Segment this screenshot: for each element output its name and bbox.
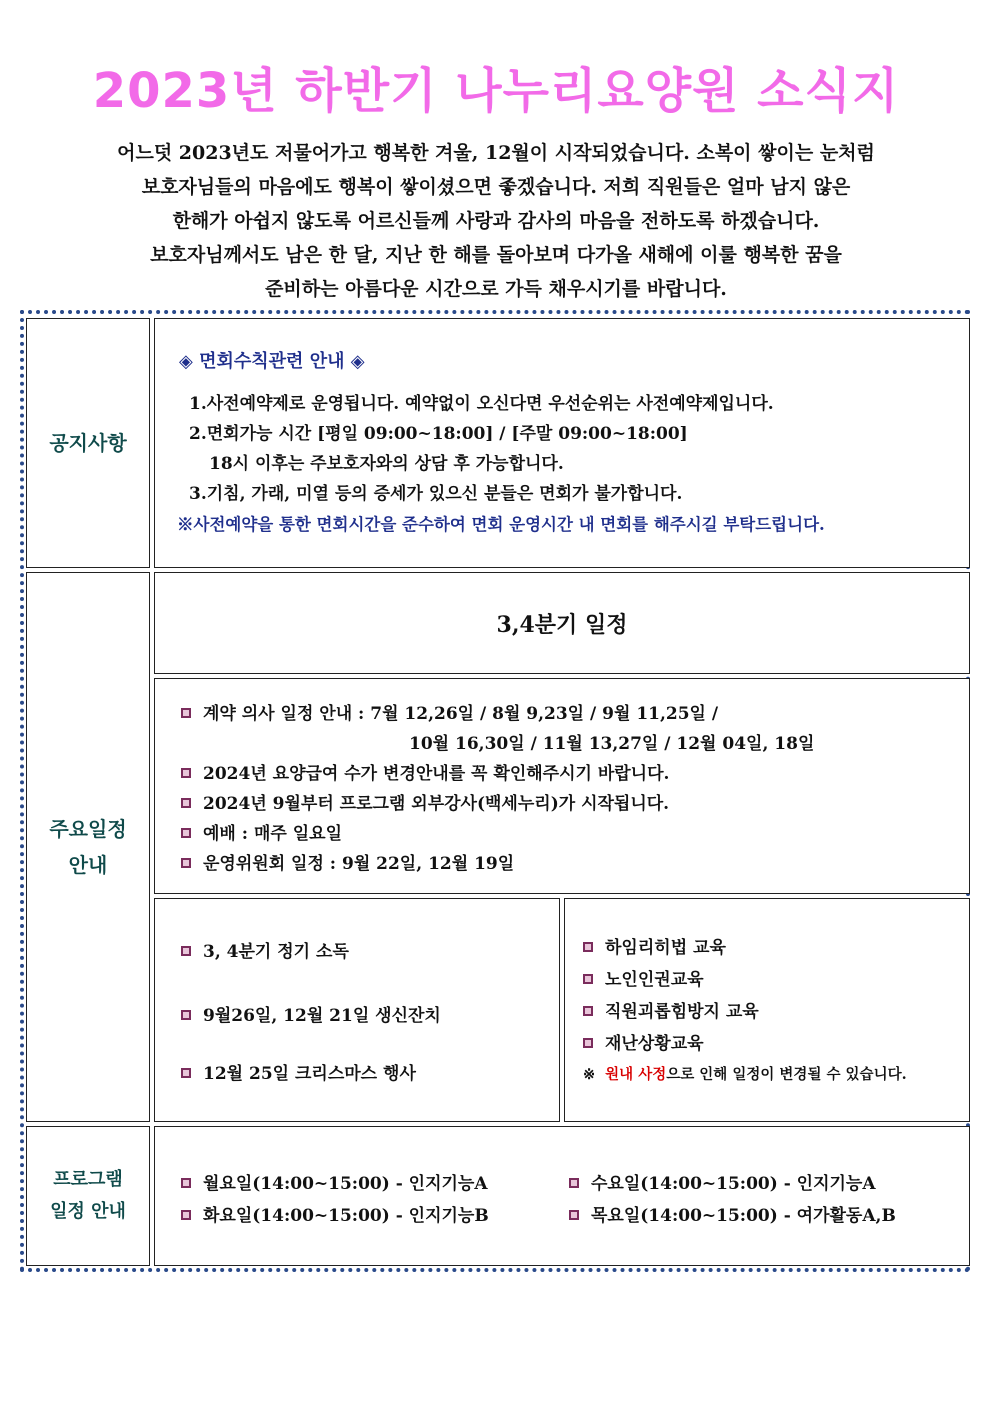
program-item bbox=[569, 1201, 896, 1226]
square-bullet-icon bbox=[181, 708, 191, 718]
program-label-line: 일정 안내 bbox=[50, 1201, 126, 1222]
schedule-item-text: 운영위원회 일정 : 9월 22일, 12월 19일 bbox=[203, 854, 515, 874]
program-label-cell bbox=[26, 1126, 150, 1266]
notice-emphasis: ※사전예약을 통한 면회시간을 준수하여 면회 운영시간 내 면회를 해주시길 부탁드립니다. bbox=[177, 515, 825, 534]
schedule-item bbox=[181, 699, 718, 724]
schedule-items-cell bbox=[154, 678, 970, 894]
intro-line: 준비하는 아름다운 시간으로 가득 채우시기를 바랍니다. bbox=[265, 278, 727, 300]
schedule-change-note bbox=[583, 1063, 907, 1084]
schedule-item bbox=[181, 849, 514, 874]
notice-heading: ◈ 면회수칙관련 안내 ◈ bbox=[179, 351, 365, 372]
square-bullet-icon bbox=[181, 768, 191, 778]
square-bullet-icon bbox=[569, 1178, 579, 1188]
square-bullet-icon bbox=[583, 942, 593, 952]
notice-label: 공지사항 bbox=[49, 431, 127, 455]
event-item bbox=[181, 1059, 416, 1084]
square-bullet-icon bbox=[583, 1038, 593, 1048]
schedule-title-cell bbox=[154, 572, 970, 674]
schedule-item bbox=[181, 789, 669, 814]
square-bullet-icon bbox=[181, 1068, 191, 1078]
events-cell bbox=[154, 898, 560, 1122]
notice-line: 2.면회가능 시간 [평일 09:00~18:00] / [주말 09:00~18:00] bbox=[189, 424, 688, 444]
education-item bbox=[583, 933, 726, 958]
square-bullet-icon bbox=[181, 1178, 191, 1188]
notice-content-cell bbox=[154, 318, 970, 568]
intro-line: 어느덧 2023년도 저물어가고 행복한 겨울, 12월이 시작되었습니다. 소복이 쌓이는 눈처럼 bbox=[117, 142, 875, 164]
education-cell bbox=[564, 898, 970, 1122]
schedule-item-continued: 10월 16,30일 / 11월 13,27일 / 12월 04일, 18일 bbox=[409, 734, 815, 754]
notice-line: 18시 이후는 주보호자와의 상담 후 가능합니다. bbox=[209, 454, 564, 474]
schedule-item-text: 2024년 9월부터 프로그램 외부강사(백세누리)가 시작됩니다. bbox=[203, 794, 670, 814]
intro-line: 한해가 아쉽지 않도록 어르신들께 사랑과 감사의 마음을 전하도록 하겠습니다. bbox=[172, 210, 820, 232]
notice-line: 3.기침, 가래, 미열 등의 증세가 있으신 분들은 면회가 불가합니다. bbox=[189, 484, 683, 504]
square-bullet-icon bbox=[583, 1006, 593, 1016]
program-item bbox=[181, 1169, 488, 1194]
program-item bbox=[569, 1169, 876, 1194]
note-text: 으로 인해 일정이 변경될 수 있습니다. bbox=[666, 1066, 907, 1083]
schedule-item-text: 2024년 요양급여 수가 변경안내를 꼭 확인해주시기 바랍니다. bbox=[203, 764, 670, 784]
note-mark: ※ bbox=[583, 1066, 596, 1083]
schedule-item-text: 계약 의사 일정 안내 : 7월 12,26일 / 8월 9,23일 / 9월 11,25일 / bbox=[203, 704, 719, 724]
education-item-text: 노인인권교육 bbox=[605, 970, 704, 990]
event-item bbox=[181, 937, 349, 962]
education-item bbox=[583, 1029, 704, 1054]
program-item-text: 목요일(14:00~15:00) - 여가활동A,B bbox=[591, 1206, 896, 1226]
program-content-cell bbox=[154, 1126, 970, 1266]
schedule-label-line: 주요일정 bbox=[49, 817, 127, 841]
schedule-item-text: 예배 : 매주 일요일 bbox=[203, 824, 342, 844]
intro-paragraph bbox=[30, 136, 962, 306]
program-item bbox=[181, 1201, 489, 1226]
education-item-text: 재난상황교육 bbox=[605, 1034, 704, 1054]
schedule-item bbox=[181, 759, 669, 784]
education-item-text: 직원괴롭힘방지 교육 bbox=[605, 1002, 759, 1022]
square-bullet-icon bbox=[181, 1210, 191, 1220]
notice-label-cell bbox=[26, 318, 150, 568]
schedule-label-cell bbox=[26, 572, 150, 1122]
square-bullet-icon bbox=[181, 1010, 191, 1020]
event-item-text: 12월 25일 크리스마스 행사 bbox=[203, 1064, 416, 1084]
event-item-text: 3, 4분기 정기 소독 bbox=[203, 942, 349, 962]
schedule-item bbox=[181, 819, 342, 844]
schedule-label-line: 안내 bbox=[68, 853, 108, 877]
square-bullet-icon bbox=[181, 858, 191, 868]
program-item-text: 월요일(14:00~15:00) - 인지기능A bbox=[203, 1174, 488, 1194]
square-bullet-icon bbox=[181, 946, 191, 956]
education-item-text: 하임리히법 교육 bbox=[605, 938, 726, 958]
event-item bbox=[181, 1001, 441, 1026]
event-item-text: 9월26일, 12월 21일 생신잔치 bbox=[203, 1006, 441, 1026]
square-bullet-icon bbox=[181, 828, 191, 838]
note-red-text: 원내 사정 bbox=[605, 1066, 667, 1083]
square-bullet-icon bbox=[569, 1210, 579, 1220]
program-item-text: 수요일(14:00~15:00) - 인지기능A bbox=[591, 1174, 876, 1194]
schedule-title: 3,4분기 일정 bbox=[496, 611, 628, 638]
notice-line: 1.사전예약제로 운영됩니다. 예약없이 오신다면 우선순위는 사전예약제입니다. bbox=[189, 394, 774, 414]
square-bullet-icon bbox=[583, 974, 593, 984]
program-item-text: 화요일(14:00~15:00) - 인지기능B bbox=[203, 1206, 489, 1226]
intro-line: 보호자님께서도 남은 한 달, 지난 한 해를 돌아보며 다가올 새해에 이룰 행복한 꿈을 bbox=[150, 244, 842, 266]
intro-line: 보호자님들의 마음에도 행복이 쌓이셨으면 좋겠습니다. 저희 직원들은 얼마 남지 않은 bbox=[141, 176, 851, 198]
square-bullet-icon bbox=[181, 798, 191, 808]
education-item bbox=[583, 997, 759, 1022]
newsletter-title: 2023년 하반기 나누리요양원 소식지 bbox=[92, 63, 900, 119]
program-label-line: 프로그램 bbox=[53, 1169, 123, 1190]
education-item bbox=[583, 965, 704, 990]
